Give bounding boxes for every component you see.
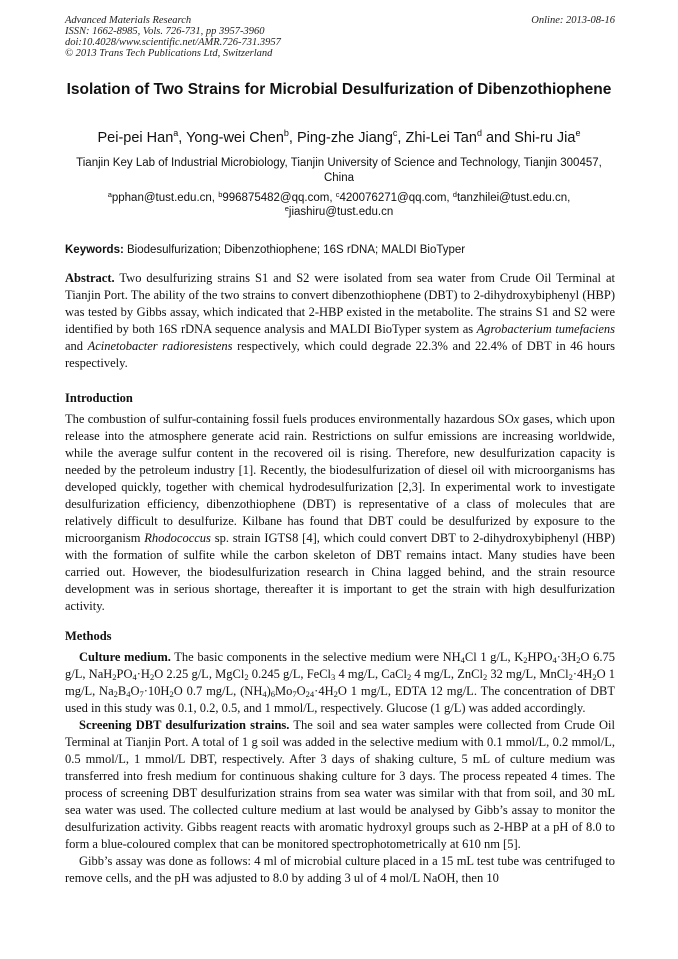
email-list <box>65 191 613 219</box>
doi-line: doi:10.4028/www.scientific.net/AMR.726-731.3957 <box>65 37 281 48</box>
chemical-subscript: 2 <box>523 655 528 665</box>
chemical-subscript: 2 <box>406 672 412 682</box>
author-name: Zhi-Lei Tan <box>405 130 477 146</box>
chemical-subscript: 24 <box>305 689 315 699</box>
issn-line: ISSN: 1662-8985, Vols. 726-731, pp 3957-3960 <box>65 26 265 37</box>
email-separator: , <box>211 192 219 204</box>
email-separator: , <box>329 192 336 204</box>
journal-header <box>65 15 485 59</box>
culture-medium-text-part: HPO <box>527 650 553 664</box>
species-name: Acinetobacter radioresistens <box>87 339 233 353</box>
screening-text: The soil and sea water samples were collected from Crude Oil Terminal at Tianjin Port. A total of 1 g soil was added in the selective medium with 0.1 mmol/L, 0.2 mmol/L, 0.5 mmol/L, 1 mmol/L DBT, respectively. After 3 days of shaking culture, 5 mL of culture medium was transferred into fresh medium for continuous shaking culture for 3 days. The process repeated 4 times. The process of screening DBT desulfurization strains from sea water was similar with that from soil, and 30 mL sea water was used. The collected culture medium at last would be analysed by Gibb’s assay to monitor the desulfurization activity. Gibbs reagent reacts with aromatic hydroxyl groups such as 2-HBP at a pH of 8.0 to form a blue-coloured complex that can be monitored spectrophotometrically at 610 nm [5]. <box>65 718 615 851</box>
chemical-subscript: 4 <box>552 655 557 665</box>
culture-medium-text-part: O 2.25 g/L, MgCl <box>154 667 245 681</box>
culture-medium-text-part: O 6.75 g/L, NaH <box>65 650 616 681</box>
culture-medium-text-part: ) <box>266 684 271 698</box>
email-mark: d <box>452 190 457 199</box>
chemical-subscript: 6 <box>270 689 276 699</box>
species-name: Agrobacterium tumefaciens <box>476 322 615 336</box>
author-mark: a <box>173 128 179 138</box>
journal-name: Advanced Materials Research <box>65 15 192 26</box>
email-address[interactable]: pphan@tust.edu.cn <box>111 192 212 204</box>
abstract <box>65 270 615 372</box>
chemical-subscript: 2 <box>568 672 573 682</box>
species-name: Rhodococcus <box>144 531 211 545</box>
culture-medium-text-part: ·10H <box>143 684 170 698</box>
chemical-subscript: 2 <box>333 689 338 699</box>
chemical-subscript: 3 <box>331 672 336 682</box>
culture-medium-text-part: Mo <box>275 684 293 698</box>
intro-text: The combustion of sulfur-containing fossil fuels produces environmentally hazardous SO <box>65 412 514 426</box>
chemical-subscript: 2 <box>592 672 597 682</box>
culture-medium-text-part: 4 mg/L, ZnCl <box>411 667 483 681</box>
paper-title: Isolation of Two Strains for Microbial Desulfurization of Dibenzothiophene <box>66 81 612 98</box>
email-mark: b <box>218 190 223 199</box>
methods-section <box>65 649 615 887</box>
chemical-subscript: 2 <box>113 689 118 699</box>
introduction-heading: Introduction <box>65 391 133 405</box>
culture-medium-label: Culture medium. <box>79 650 171 664</box>
culture-medium-text-part: Cl 1 g/L, K <box>464 650 524 664</box>
author-separator: , <box>288 130 297 146</box>
intro-text: sp. strain IGTS8 [4], which could convert DBT to 2-dihydroxybiphenyl (HBP) with the formation of sulfite while the carbon skeleton of DBT remains intact. Many studies have been carried out. However, the biodesulfurization research in China lagged behind, and the strain resource development was in serious shortage, thereafter it is important to get the strain with high desulfurization activity. <box>65 531 615 613</box>
chemical-subscript: 7 <box>139 689 144 699</box>
email-address[interactable]: tanzhilei@tust.edu.cn, <box>456 192 571 204</box>
author-separator: , <box>397 130 406 146</box>
email-separator: , <box>446 192 453 204</box>
culture-medium-text-part: B <box>117 684 127 698</box>
keywords-text: Biodesulfurization; Dibenzothiophene; 16S rDNA; MALDI BioTyper <box>123 244 466 256</box>
chemical-subscript: 2 <box>244 672 249 682</box>
introduction-section <box>65 411 615 615</box>
screening-paragraph <box>65 717 615 853</box>
author-list <box>30 129 648 147</box>
keywords-label: Keywords: <box>65 244 124 256</box>
email-mark: a <box>107 190 112 199</box>
culture-medium-text-part: PO <box>116 667 133 681</box>
author-mark: b <box>283 128 289 138</box>
culture-medium-text-part: 32 mg/L, MnCl <box>487 667 569 681</box>
culture-medium-text-part: O 0.7 mg/L, (NH <box>173 684 263 698</box>
chemical-subscript: 2 <box>112 672 117 682</box>
culture-medium-text-part: ·H <box>136 667 150 681</box>
culture-medium-text-part: ·4H <box>572 667 593 681</box>
author-separator: , <box>178 130 187 146</box>
copyright-line: © 2013 Trans Tech Publications Ltd, Switzerland <box>65 48 273 59</box>
email-mark: e <box>284 204 289 213</box>
culture-medium-text-part: ·4H <box>314 684 334 698</box>
abstract-text: and <box>65 339 88 353</box>
chemical-subscript: 7 <box>292 689 297 699</box>
author-name: Yong-wei Chen <box>186 130 284 146</box>
author-name: Pei-pei Han <box>97 130 174 146</box>
chemical-subscript: 4 <box>132 672 137 682</box>
author-mark: d <box>476 128 482 138</box>
affiliation: Tianjin Key Lab of Industrial Microbiology, Tianjin University of Science and Technology, Tianjin 300457, China <box>76 157 602 184</box>
author-mark: c <box>392 128 398 138</box>
culture-medium-paragraph <box>65 649 615 717</box>
chemical-subscript: 2 <box>482 672 488 682</box>
chemical-subscript: 4 <box>460 655 465 665</box>
abstract-paragraph <box>65 270 615 372</box>
culture-medium-text-part: O 1 mg/L, Na <box>65 667 616 698</box>
culture-medium-text-part: O 1 mg/L, EDTA 12 mg/L. The concentration of DBT used in this study was 0.1, 0.2, 0.5, and 1 mmol/L, respectively. Glucose (1 g/L) was added accordingly. <box>65 684 615 715</box>
culture-medium-text-part: ·3H <box>556 650 577 664</box>
author-name: Shi-ru Jia <box>514 130 576 146</box>
culture-medium-text-part: The basic components in the selective medium were NH <box>170 650 461 664</box>
chemical-subscript: 4 <box>126 689 131 699</box>
abstract-label: Abstract. <box>65 271 115 285</box>
keywords <box>65 243 615 257</box>
email-mark: c <box>335 190 340 199</box>
author-separator: and <box>481 130 515 146</box>
culture-medium-text-part: O <box>296 684 306 698</box>
email-address[interactable]: 420076271@qq.com <box>339 192 447 204</box>
chemical-subscript: 4 <box>262 689 267 699</box>
culture-medium-text-part: 4 mg/L, CaCl <box>335 667 407 681</box>
email-address[interactable]: 996875482@qq.com <box>222 192 330 204</box>
introduction-paragraph <box>65 411 615 615</box>
abstract-text: Two desulfurizing strains S1 and S2 were isolated from sea water from Crude Oil Terminal at Tianjin Port. The ability of the two strains to convert dibenzothiophene (DBT) to 2-dihydroxybiphenyl (HBP) was tested by Gibbs assay, which indicated that 2-HBP existed in the metabolite. The strains S1 and S2 were identified by both 16S rDNA sequence analysis and MALDI BioTyper system as <box>65 271 615 336</box>
intro-text: gases, which upon release into the atmosphere generate acid rain. Restrictions on sulfur emissions are increasing worldwide, while the average sulfur content in the recovered oil is rising. Therefore, new desulfurization capacity is needed by the petroleum industry [1]. Recently, the biodesulfurization of diesel oil with microorganisms has developed quickly, together with chemical hydrodesulfurization [2,3]. In experimental work to investigate desulfurization efficiency, dibenzothiophene (DBT) is representative of a class of molecules that are relatively difficult to desulfurize. Kilbane has found that DBT could be desulfurized by exposure to the microorganism <box>65 412 616 545</box>
email-address[interactable]: jiashiru@tust.edu.cn <box>288 206 394 218</box>
gibbs-assay-paragraph: Gibb’s assay was done as follows: 4 ml of microbial culture placed in a 15 mL test tube was centrifuged to remove cells, and the pH was adjusted to 8.0 by adding 3 ul of 4 mol/L NaOH, then 10 <box>65 854 615 885</box>
abstract-text: respectively, which could degrade 22.3% and 22.4% of DBT in 46 hours respectively. <box>65 339 615 370</box>
screening-label: Screening DBT desulfurization strains. <box>79 718 290 732</box>
author-name: Ping-zhe Jiang <box>296 130 393 146</box>
chemical-subscript: 2 <box>149 672 155 682</box>
chemical-subscript: 2 <box>169 689 174 699</box>
culture-medium-text-part: 0.245 g/L, FeCl <box>248 667 332 681</box>
online-date: Online: 2013-08-16 <box>531 15 615 26</box>
chemical-subscript: 2 <box>576 655 581 665</box>
author-mark: e <box>575 128 581 138</box>
culture-medium-text-part: O <box>130 684 140 698</box>
formula-subscript: x <box>513 412 520 426</box>
methods-heading: Methods <box>65 629 112 643</box>
